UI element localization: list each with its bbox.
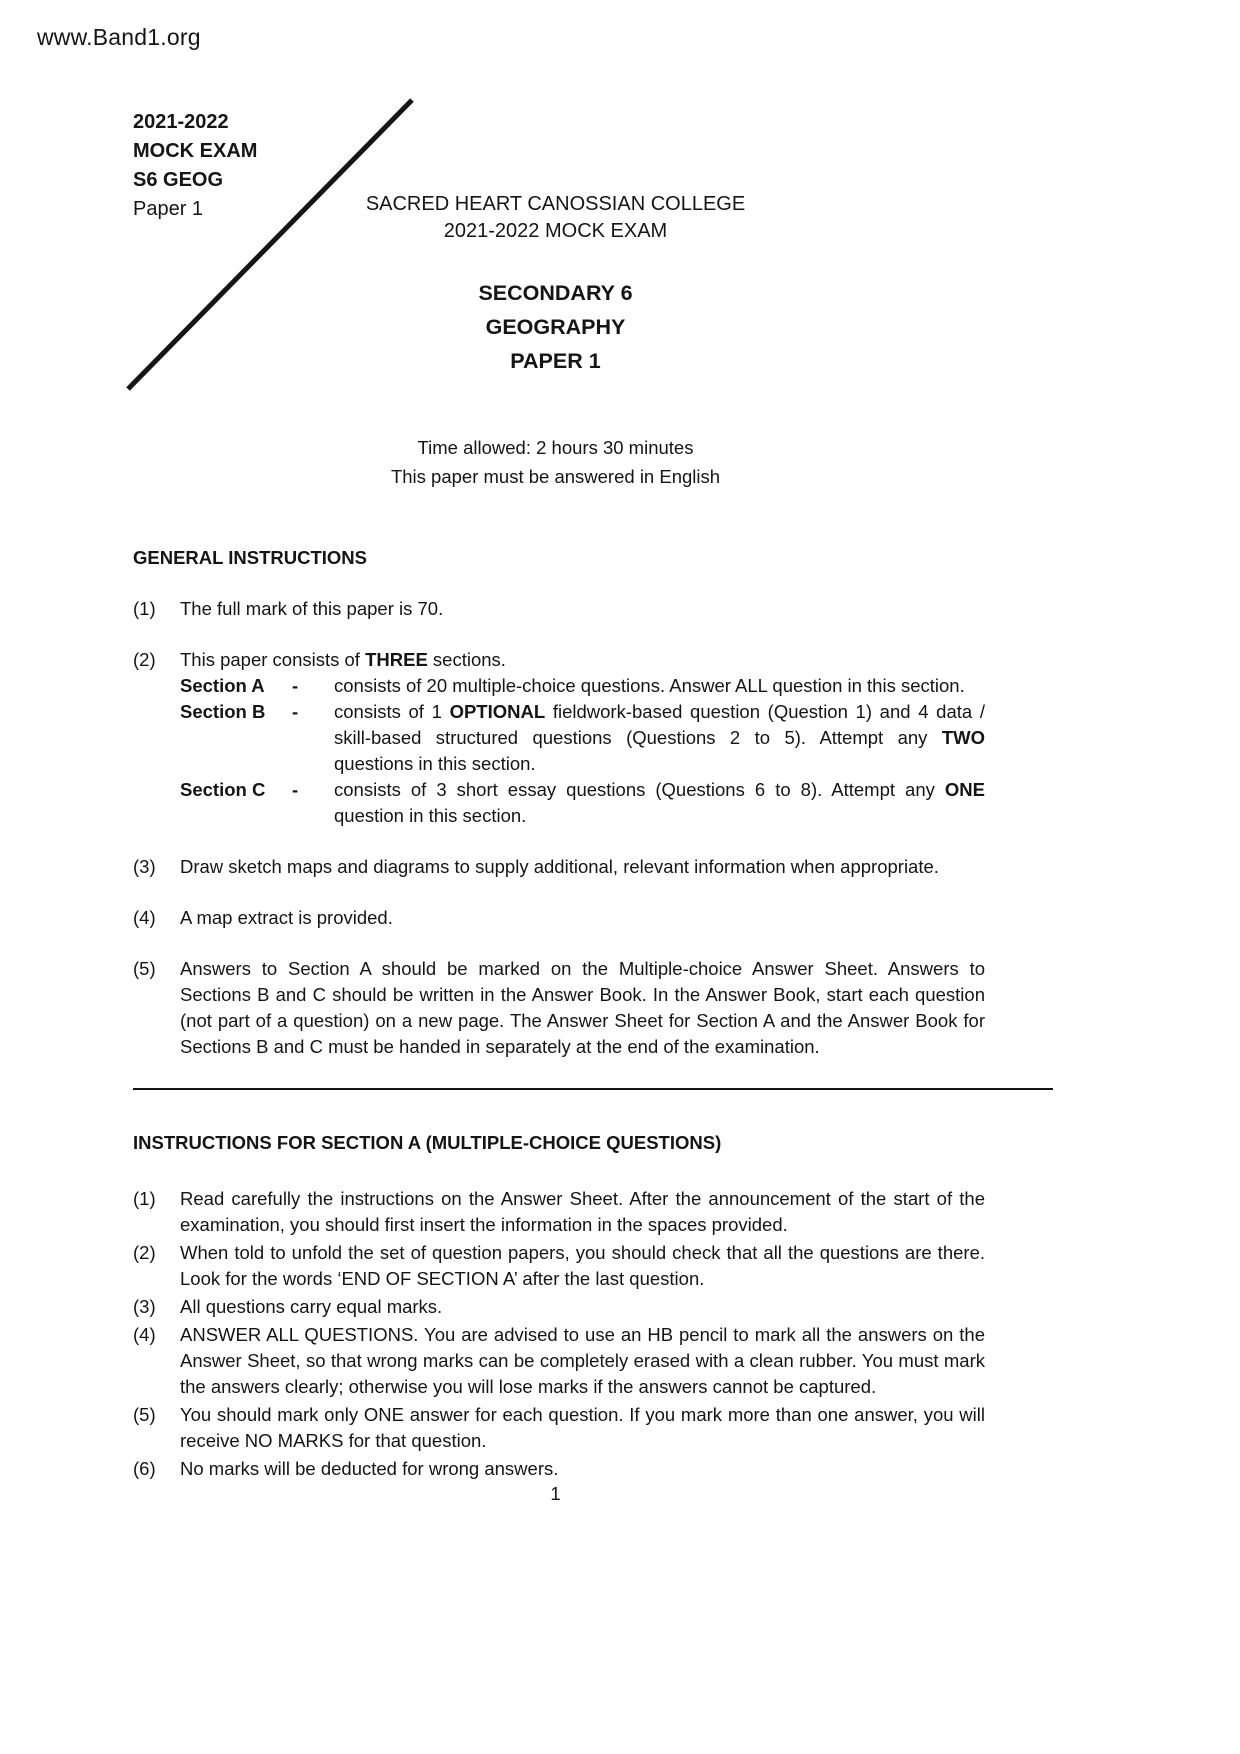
section-description: consists of 3 short essay questions (Questions 6 to 8). Attempt any ONE question in this section. [334,779,985,826]
item-text: A map extract is provided. [180,907,393,928]
item-text: Read carefully the instructions on the Answer Sheet. After the announcement of the start of the examination, you should first insert the information in the spaces provided. [180,1188,985,1235]
general-instructions-heading: GENERAL INSTRUCTIONS [133,547,368,568]
item-text: Answers to Section A should be marked on the Multiple-choice Answer Sheet. Answers to Sections B and C should be written in the Answer Book. In the Answer Book, start each question (not part of a question) on a new page. The Answer Sheet for Section A and the Answer Book for Sections B and C must be handed in separately at the end of the examination. [180,958,985,1057]
section-dash: - [292,675,299,696]
item-number: (3) [133,1296,156,1317]
section-label: Section B [180,701,266,722]
language-note: This paper must be answered in English [390,466,721,487]
section-description: consists of 1 OPTIONAL fieldwork-based question (Question 1) and 4 data / skill-based structured questions (Questions 2 to 5). Attempt any TWO questions in this section. [334,701,985,774]
title-paper: PAPER 1 [510,349,601,373]
title-subject: GEOGRAPHY [485,315,626,339]
section-a-instruction-item-4 [133,1322,1053,1400]
item-text: No marks will be deducted for wrong answers. [180,1458,559,1479]
general-instruction-item-3 [133,854,1053,880]
meta-year: 2021-2022 [133,111,229,133]
item-number: (2) [133,649,156,670]
item-number: (5) [133,958,156,979]
section-a-instruction-item-2 [133,1240,1053,1292]
instructions-body [133,545,1053,1482]
item-text [180,647,985,829]
meta-class-subject: S6 GEOG [133,169,224,191]
item-number: (1) [133,1188,156,1209]
exam-conditions [133,433,978,491]
section-label: Section A [180,675,265,696]
item-number: (5) [133,1404,156,1425]
section-row-b [180,699,985,777]
paper-title [133,276,978,378]
meta-paper: Paper 1 [133,198,204,220]
item-text: ANSWER ALL QUESTIONS. You are advised to use an HB pencil to mark all the answers on the Answer Sheet, so that wrong marks can be completely erased with a clean rubber. You must mark the answers clearly; otherwise you will lose marks if the answers cannot be captured. [180,1324,985,1397]
general-instruction-item-2 [133,647,1053,829]
school-name: SACRED HEART CANOSSIAN COLLEGE [365,193,746,215]
title-block [133,191,978,491]
item-text: Draw sketch maps and diagrams to supply additional, relevant information when appropriate. [180,856,939,877]
item-number: (3) [133,856,156,877]
sections-intro: This paper consists of THREE sections. [180,649,506,670]
section-dash: - [292,779,299,800]
section-a-instruction-item-5 [133,1402,1053,1454]
section-a-instruction-item-1 [133,1186,1053,1238]
general-instruction-item-1 [133,596,1053,622]
item-number: (1) [133,598,156,619]
item-number: (4) [133,907,156,928]
item-number: (6) [133,1458,156,1479]
page-number: 1 [550,1483,561,1504]
section-label: Section C [180,779,266,800]
item-text: When told to unfold the set of question papers, you should check that all the questions are there. Look for the words ‘END OF SECTION A’ after the last question. [180,1242,985,1289]
section-a-instructions-list [133,1186,1053,1482]
section-a-instruction-item-6 [133,1456,1053,1482]
time-allowed: Time allowed: 2 hours 30 minutes [417,437,694,458]
exam-name: 2021-2022 MOCK EXAM [443,220,668,242]
section-dash: - [292,701,299,722]
section-a-instructions-heading: INSTRUCTIONS FOR SECTION A (MULTIPLE-CHOICE QUESTIONS) [133,1132,722,1153]
title-level: SECONDARY 6 [478,281,633,305]
meta-exam-type: MOCK EXAM [133,140,258,162]
item-number: (2) [133,1242,156,1263]
item-number: (4) [133,1324,156,1345]
section-row-a [180,673,985,699]
divider-rule [133,1088,1053,1090]
section-a-instruction-item-3 [133,1294,1053,1320]
section-description: consists of 20 multiple-choice questions. Answer ALL question in this section. [334,675,965,696]
section-row-c [180,777,985,829]
watermark-url: www.Band1.org [37,24,201,50]
item-text: All questions carry equal marks. [180,1296,443,1317]
general-instruction-item-4 [133,905,1053,931]
general-instruction-item-5 [133,956,1053,1060]
item-text: You should mark only ONE answer for each question. If you mark more than one answer, you will receive NO MARKS for that question. [180,1404,985,1451]
item-text: The full mark of this paper is 70. [180,598,444,619]
